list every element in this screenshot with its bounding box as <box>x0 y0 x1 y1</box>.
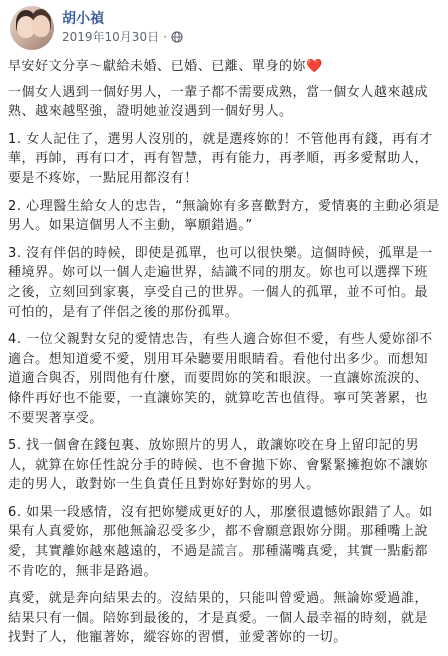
post-body <box>8 57 440 656</box>
avatar[interactable] <box>10 6 54 50</box>
paragraph-conclusion: 真愛，就是奔向結果去的。沒結果的，只能叫曾愛過。無論妳愛過誰，結果只有一個。陪妳到最後的，才是真愛。一個人最幸福的時刻，就是找對了人，他寵著妳，縱容妳的習慣，並愛著妳的一切。 <box>8 591 429 646</box>
post-title-text: 早安好文分享～獻給未婚、已婚、已離、單身的妳 <box>8 59 307 74</box>
post-date[interactable]: 2019年10月30日 <box>62 30 160 44</box>
paragraph-6: 6. 如果一段感情，沒有把妳變成更好的人，那麼很遺憾妳跟錯了人。如果有人真愛妳，那他無論忍受多少，都不會願意跟妳分開。那種嘴上說愛，其實離妳越來越遠的，不過是謊言。那種滿嘴真愛，其實一點虧都不肯吃的，無非是路過。 <box>8 504 433 579</box>
avatar-face-right <box>32 15 50 37</box>
paragraph-1: 1. 女人記住了，選男人沒別的，就是選疼妳的！不管他再有錢，再有才華，再帥，再有口才，再有智慧，再有能力，再孝順，再多愛幫助人，要是不疼妳，一點屁用都沒有！ <box>8 131 433 186</box>
meta-separator: · <box>163 29 167 44</box>
paragraph-intro: 一個女人遇到一個好男人，一輩子都不需要成熟，當一個女人越來越成熟、越來越堅強，證明她並沒遇到一個好男人。 <box>8 84 429 120</box>
globe-icon[interactable] <box>171 31 183 43</box>
author-name[interactable]: 胡小禎 <box>62 11 104 27</box>
paragraph-3: 3. 沒有伴侶的時候，即使是孤單，也可以很快樂。這個時候，孤單是一種境界。妳可以一個人走遍世界，結識不同的朋友。妳也可以選擇下班之後，立刻回到家裏，享受自己的世界。一個人的孤單，並不可怕。最可怕的，是有了伴侶之後的那份孤單。 <box>8 245 433 320</box>
post-meta <box>62 28 183 45</box>
post-header <box>10 6 438 50</box>
paragraph-2: 2. 心理醫生給女人的忠告，“無論妳有多喜歡對方，愛情裏的主動必須是男人。如果這個男人不主動，寧願錯過。” <box>8 198 440 234</box>
paragraph-4: 4. 一位父親對女兒的愛情忠告，有些人適合妳但不愛，有些人愛妳卻不適合。想知道愛不愛，別用耳朵聽要用眼睛看。看他付出多少。而想知道適合與否，別問他有什麼，而要問妳的笑和眼淚。一直讓妳流淚的、條件再好也不能要，一直讓妳笑的，就算吃苦也值得。寧可笑著累，也不要哭著享受。 <box>8 332 433 426</box>
heart-icon: ❤️ <box>306 59 323 74</box>
post-title-line <box>8 57 440 77</box>
paragraph-5: 5. 找一個會在錢包裏、放妳照片的男人，敢讓妳咬在身上留印記的男人，就算在妳任性說分手的時候、也不會拋下妳、會緊緊擁抱妳不讓妳走的男人，敢對妳一生負責任且對妳好對妳的男人。 <box>8 438 429 493</box>
